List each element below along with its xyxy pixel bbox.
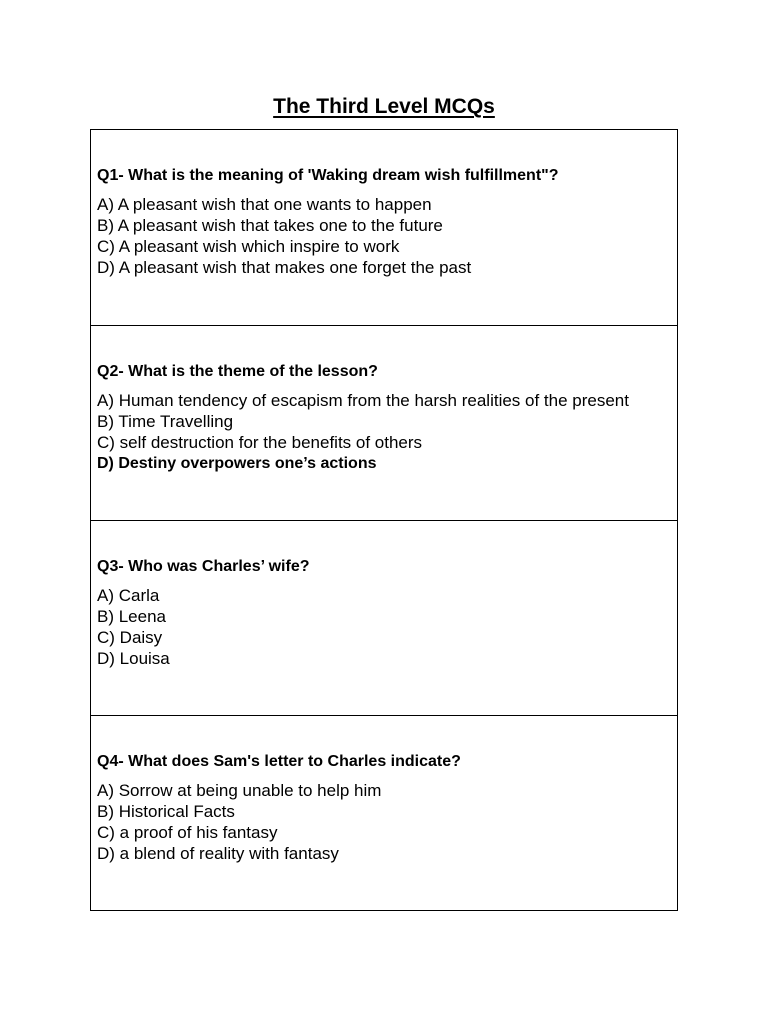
page-title: The Third Level MCQs	[273, 95, 495, 118]
option-c: C) self destruction for the benefits of others	[97, 433, 423, 452]
option-b: B) A pleasant wish that takes one to the future	[97, 216, 443, 235]
question-cell-3	[91, 520, 677, 715]
question-cell-2	[91, 325, 677, 520]
option-d: D) Louisa	[97, 649, 170, 668]
option-c: C) a proof of his fantasy	[97, 823, 278, 842]
option-d: D) a blend of reality with fantasy	[97, 844, 339, 863]
option-a: A) A pleasant wish that one wants to happen	[97, 195, 432, 214]
question-cell-1	[91, 130, 677, 325]
option-b: B) Leena	[97, 607, 166, 626]
option-c: C) A pleasant wish which inspire to work	[97, 237, 400, 256]
option-b: B) Time Travelling	[97, 412, 234, 431]
option-d: D) A pleasant wish that makes one forget the past	[97, 258, 472, 277]
option-d: D) Destiny overpowers one’s actions	[97, 455, 377, 472]
option-b: B) Historical Facts	[97, 802, 235, 821]
question-text: Q3- Who was Charles’ wife?	[97, 558, 310, 575]
question-cell-4	[91, 715, 677, 910]
question-text: Q1- What is the meaning of 'Waking dream wish fulfillment"?	[97, 167, 559, 184]
question-text: Q2- What is the theme of the lesson?	[97, 363, 378, 380]
option-a: A) Human tendency of escapism from the harsh realities of the present	[97, 391, 629, 410]
option-a: A) Carla	[97, 586, 160, 605]
question-text: Q4- What does Sam's letter to Charles indicate?	[97, 753, 461, 770]
question-table	[90, 129, 678, 911]
option-a: A) Sorrow at being unable to help him	[97, 781, 382, 800]
option-c: C) Daisy	[97, 628, 163, 647]
